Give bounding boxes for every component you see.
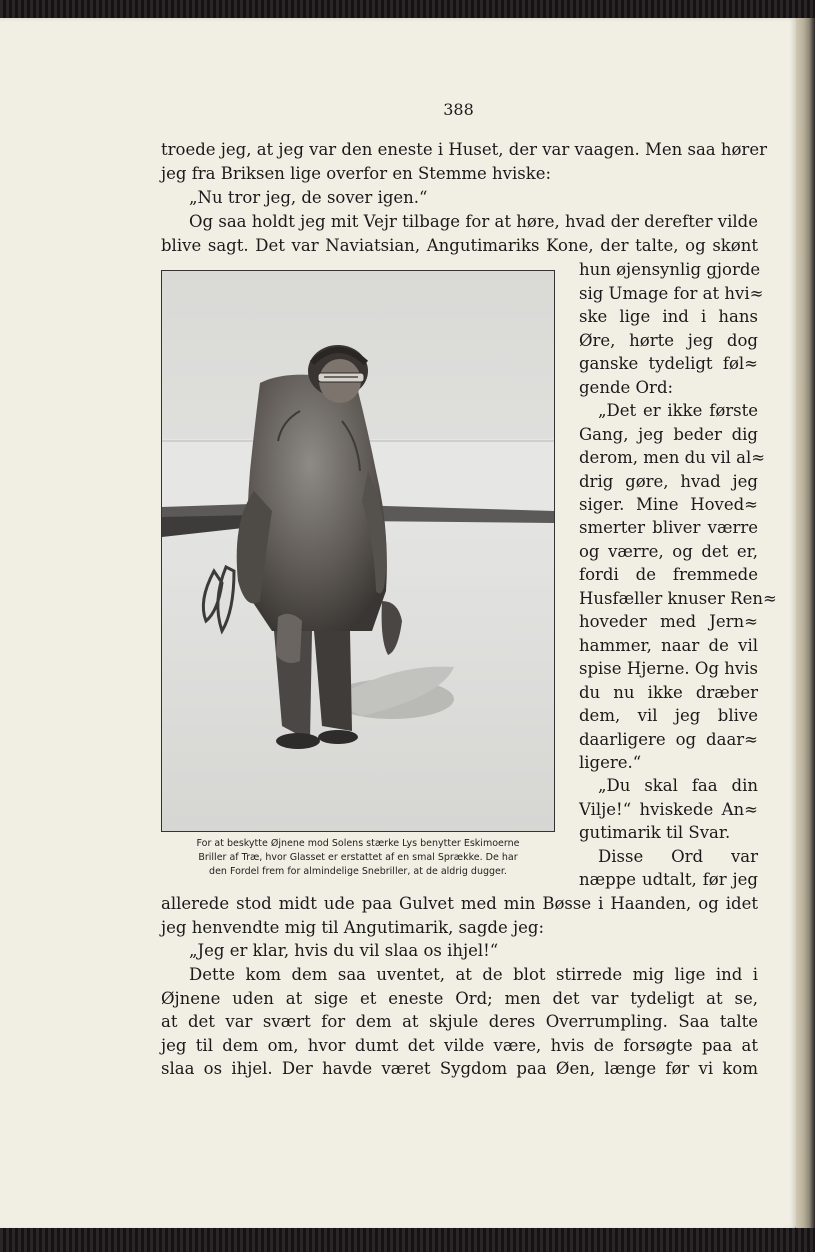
text-line: slaa os ihjel. Der havde været Sygdom paa Øen, længe før vi kom [161,1059,758,1078]
text-line: jeg til dem om, hvor dumt det vilde være, hvis de forsøgte paa at [161,1036,758,1055]
side-text-line: hoveder med Jern≈ [579,612,758,631]
text-line: blive sagt. Det var Naviatsian, Angutimariks Kone, der talte, og skønt [161,236,758,255]
book-binding-bottom [0,1228,815,1252]
text-line: Dette kom dem saa uventet, at de blot stirrede mig lige ind i [189,965,758,984]
side-text-line: „Det er ikke første [598,401,758,420]
side-text-line: „Du skal faa din [598,776,758,795]
side-text-line: du nu ikke dræber [579,683,758,702]
text-line: jeg henvendte mig til Angutimarik, sagde jeg: [161,918,544,937]
side-text-line: hun øjensynlig gjorde [579,260,761,279]
photo-caption [161,837,555,879]
side-text-line: daarligere og daar≈ [579,730,758,749]
side-text-line: drig gøre, hvad jeg [579,472,758,491]
caption-line: Briller af Træ, hvor Glasset er erstattet af en smal Sprække. De har [198,852,518,863]
side-text-line: ske lige ind i hans [579,307,758,326]
side-text-line: næppe udtalt, før jeg [579,870,758,889]
text-line: „Nu tror jeg, de sover igen.“ [189,188,428,207]
side-text-line: dem, vil jeg blive [579,706,758,725]
side-text-line: Disse Ord var [598,847,758,866]
side-text-line: og værre, og det er, [579,542,758,561]
side-text-line: sig Umage for at hvi≈ [579,284,764,303]
text-line: Og saa holdt jeg mit Vejr tilbage for at høre, hvad der derefter vilde [189,212,758,231]
side-text-line: ligere.“ [579,753,642,772]
text-line: troede jeg, at jeg var den eneste i Huset, der var vaagen. Men saa hører [161,140,767,159]
side-text-line: hammer, naar de vil [579,636,758,655]
page-number: 388 [443,100,474,119]
side-text-line: siger. Mine Hoved≈ [579,495,758,514]
side-text-line: derom, men du vil al≈ [579,448,766,467]
text-line: allerede stod midt ude paa Gulvet med min Bøsse i Haanden, og idet [161,894,758,913]
text-line: at det var svært for dem at skjule deres Overrumpling. Saa talte [161,1012,758,1031]
side-text-line: Vilje!“ hviskede An≈ [579,800,758,819]
text-line: jeg fra Briksen lige overfor en Stemme hviske: [161,164,552,183]
side-text-line: gutimarik til Svar. [579,823,731,842]
side-text-line: ganske tydeligt føl≈ [579,354,758,373]
text-line: „Jeg er klar, hvis du vil slaa os ihjel!“ [189,941,499,960]
side-text-line: Gang, jeg beder dig [579,425,758,444]
caption-line: For at beskytte Øjnene mod Solens stærke Lys benytter Eskimoerne [196,838,520,849]
photo-illustration [162,271,554,831]
side-text-line: spise Hjerne. Og hvis [579,659,758,678]
side-text-line: Øre, hørte jeg dog [579,331,758,350]
caption-line: den Fordel frem for almindelige Snebriller, at de aldrig dugger. [209,866,507,877]
side-text-line: gende Ord: [579,378,674,397]
inuit-photograph [161,270,555,832]
text-line: Øjnene uden at sige et eneste Ord; men det var tydeligt at se, [161,989,758,1008]
side-text-line: fordi de fremmede [579,565,758,584]
side-text-line: Husfæller knuser Ren≈ [579,589,777,608]
side-text-line: smerter bliver værre [579,518,758,537]
page-edge [796,18,815,1230]
